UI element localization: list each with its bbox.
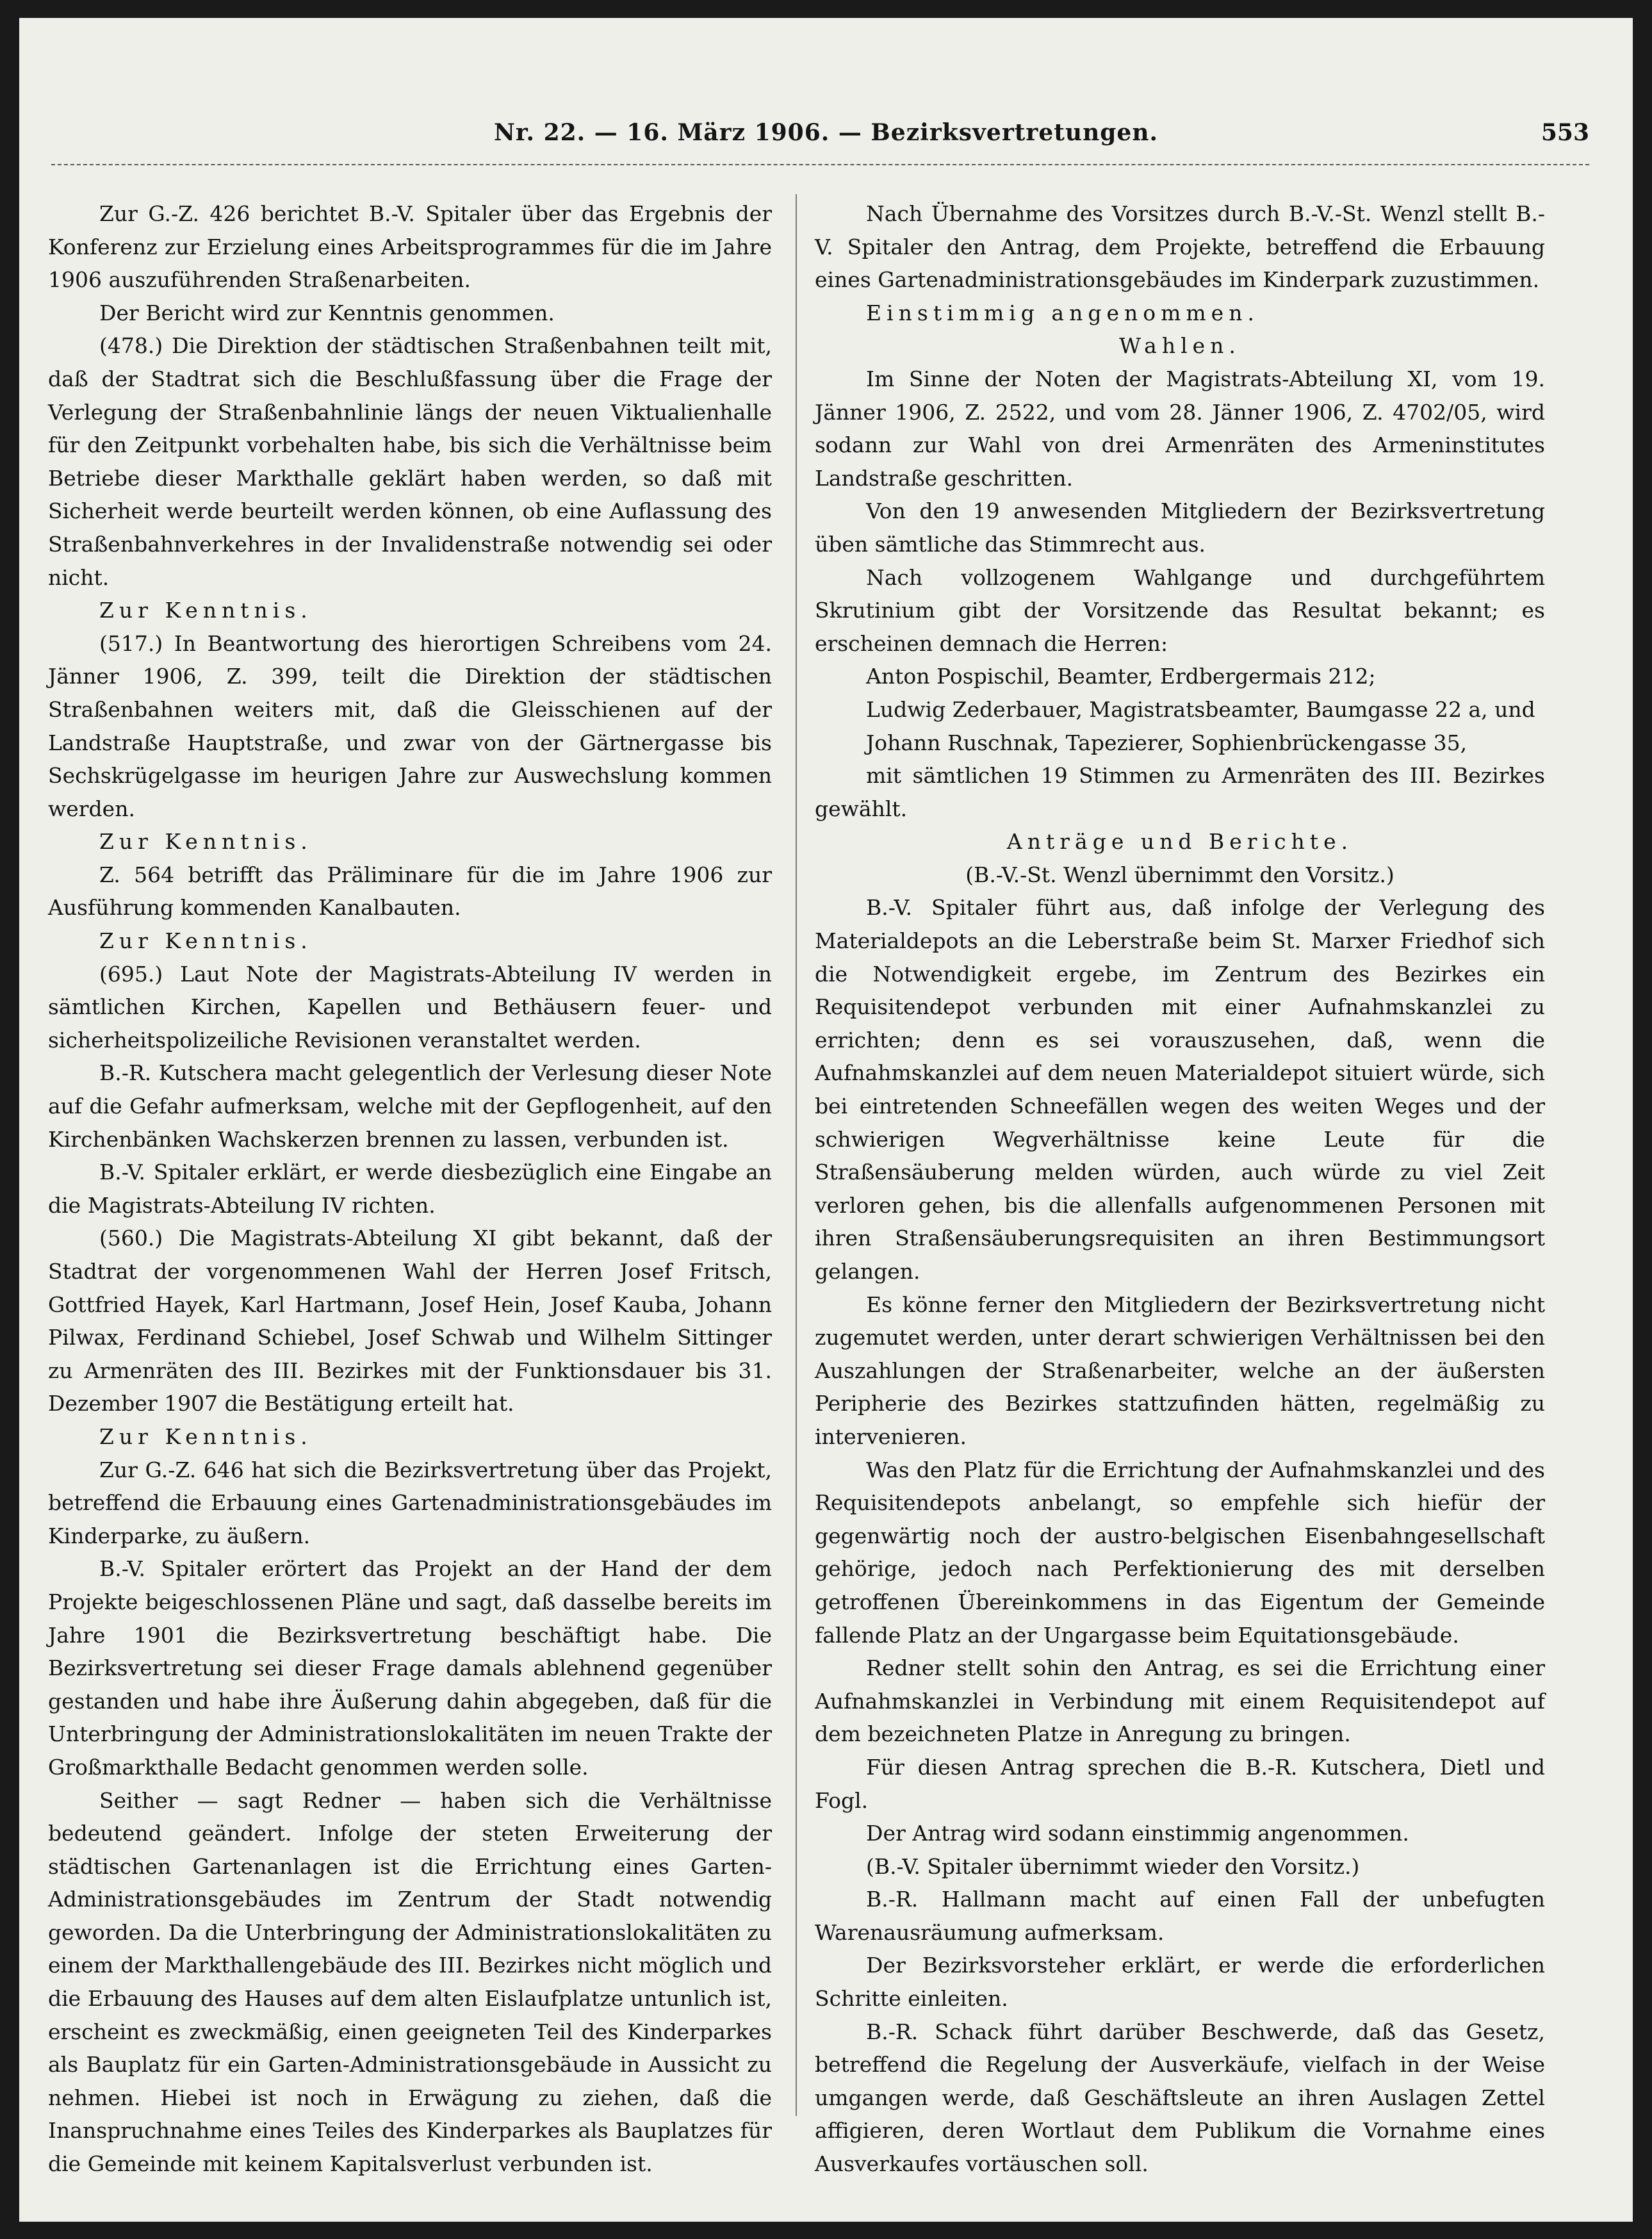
paragraph: B.-R. Kutschera macht gelegentlich der Verlesung dieser Note auf die Gefahr aufmerksam, welche mit der Gepflogenheit, auf den Kirchenbänken Wachskerzen brennen zu lassen, verbunden ist. bbox=[48, 1060, 772, 1152]
paragraph: Ludwig Zederbauer, Magistratsbeamter, Baumgasse 22 a, und bbox=[866, 696, 1535, 722]
paragraph: mit sämtlichen 19 Stimmen zu Armenräten des III. Bezirkes gewählt. bbox=[815, 763, 1545, 821]
paragraph: Der Antrag wird sodann einstimmig angenommen. bbox=[866, 1821, 1409, 1846]
paragraph: B.-V. Spitaler erklärt, er werde diesbezüglich eine Eingabe an die Magistrats-Abteilung IV richten. bbox=[48, 1160, 772, 1218]
section-heading: Wahlen. bbox=[1119, 333, 1241, 359]
paragraph: Nach Übernahme des Vorsitzes durch B.-V.-St. Wenzl stellt B.-V. Spitaler den Antrag, dem Projekte, betreffend die Erbauung eines Gartenadministrationsgebäudes im Kinderpark zuzustimmen. bbox=[815, 201, 1545, 293]
page-number: 553 bbox=[1541, 119, 1589, 146]
paragraph: Zur G.-Z. 646 hat sich die Bezirksvertretung über das Projekt, betreffend die Erbauung eines Gartenadministrationsgebäudes im Kinderparke, zu äußern. bbox=[48, 1457, 772, 1548]
paragraph: Redner stellt sohin den Antrag, es sei die Errichtung einer Aufnahmskanzlei in Verbindung mit einem Requisitendepot auf dem bezeichneten Platze in Anregung zu bringen. bbox=[815, 1655, 1545, 1747]
paragraph: B.-R. Hallmann macht auf einen Fall der unbefugten Warenausräumung aufmerksam. bbox=[815, 1887, 1545, 1945]
header-rule bbox=[51, 164, 1589, 167]
paragraph: Zur Kenntnis. bbox=[99, 928, 313, 954]
left-column bbox=[48, 197, 772, 2181]
paragraph: Zur Kenntnis. bbox=[99, 1423, 313, 1449]
newspaper-page bbox=[19, 18, 1633, 2222]
paragraph: Der Bezirksvorsteher erklärt, er werde die erforderlichen Schritte einleiten. bbox=[815, 1953, 1545, 2012]
paragraph: Seither — sagt Redner — haben sich die Verhältnisse bedeutend geändert. Infolge der steten Erweiterung der städtischen Gartenanlagen ist die Errichtung eines Garten-Administrationsgebäudes im Zentrum der Stadt notwendig geworden. Da die Unterbringung der Administrationslokalitäten zu einem der Markthallengebäude des III. Bezirkes nicht möglich und die Erbauung des Hauses auf dem alten Eislaufplatze untunlich ist, erscheint es zweckmäßig, einen geeigneten Teil des Kinderparkes als Bauplatz für ein Garten-Administrationsgebäude in Aussicht zu nehmen. Hiebei ist noch in Erwägung zu ziehen, daß die Inanspruchnahme eines Teiles des Kinderparkes als Bauplatzes für die Gemeinde mit keinem Kapitalsverlust verbunden ist. bbox=[48, 1787, 772, 2177]
section-heading: Anträge und Berichte. bbox=[1006, 829, 1353, 855]
paragraph: (B.-V.-St. Wenzl übernimmt den Vorsitz.) bbox=[965, 862, 1394, 887]
page-header bbox=[19, 108, 1633, 165]
paragraph: Zur Kenntnis. bbox=[99, 829, 313, 855]
paragraph: (B.-V. Spitaler übernimmt wieder den Vorsitz.) bbox=[866, 1853, 1360, 1879]
paragraph: Anton Pospischil, Beamter, Erdbergermais 212; bbox=[866, 664, 1376, 689]
right-column bbox=[815, 197, 1545, 2181]
paragraph: B.-R. Schack führt darüber Beschwerde, daß das Gesetz, betreffend die Regelung der Ausverkäufe, vielfach in der Weise umgangen werde, daß Geschäftsleute an ihren Auslagen Zettel affigieren, deren Wortlaut dem Publikum die Vornahme eines Ausverkaufes vortäuschen soll. bbox=[815, 2019, 1545, 2177]
header-title: Nr. 22. — 16. März 1906. — Bezirksvertretungen. bbox=[493, 119, 1159, 146]
paragraph: Z. 564 betrifft das Präliminare für die im Jahre 1906 zur Ausführung kommenden Kanalbauten. bbox=[48, 862, 772, 921]
paragraph: Johann Ruschnak, Tapezierer, Sophienbrückengasse 35, bbox=[866, 730, 1468, 755]
paragraph: Nach vollzogenem Wahlgange und durchgeführtem Skrutinium gibt der Vorsitzende das Resultat bekannt; es erscheinen demnach die Herren: bbox=[815, 564, 1545, 656]
paragraph: Von den 19 anwesenden Mitgliedern der Bezirksvertretung üben sämtliche das Stimmrecht aus. bbox=[815, 498, 1545, 557]
paragraph: Zur Kenntnis. bbox=[99, 598, 313, 623]
paragraph: (560.) Die Magistrats-Abteilung XI gibt bekannt, daß der Stadtrat der vorgenommenen Wahl der Herren Josef Fritsch, Gottfried Hayek, Karl Hartmann, Josef Hein, Josef Kauba, Johann Pilwax, Ferdinand Schiebel, Josef Schwab und Wilhelm Sittinger zu Armenräten des III. Bezirkes mit der Funktionsdauer bis 31. Dezember 1907 die Bestätigung erteilt hat. bbox=[48, 1226, 772, 1416]
paragraph: (478.) Die Direktion der städtischen Straßenbahnen teilt mit, daß der Stadtrat sich die Beschlußfassung über die Frage der Verlegung der Straßenbahnlinie längs der neuen Viktualienhalle für den Zeitpunkt vorbehalten habe, bis sich die Verhältnisse beim Betriebe dieser Markthalle geklärt haben werden, so daß mit Sicherheit werde beurteilt werden können, ob eine Auflassung des Straßenbahnverkehres in der Invalidenstraße notwendig sei oder nicht. bbox=[48, 333, 772, 590]
paragraph: B.-V. Spitaler erörtert das Projekt an der Hand der dem Projekte beigeschlossenen Pläne und sagt, daß dasselbe bereits im Jahre 1901 die Bezirksvertretung beschäftigt habe. Die Bezirksvertretung sei dieser Frage damals ablehnend gegenüber gestanden und habe ihre Äußerung dahin abgegeben, daß für die Unterbringung der Administrationslokalitäten im neuen Trakte der Großmarkthalle Bedacht genommen werden solle. bbox=[48, 1556, 772, 1780]
paragraph: Was den Platz für die Errichtung der Aufnahmskanzlei und des Requisitendepots anbelangt, so empfehle sich hiefür der gegenwärtig noch der austro-belgischen Eisenbahngesellschaft gehörige, jedoch nach Perfektionierung des mit derselben getroffenen Übereinkommens in das Eigentum der Gemeinde fallende Platz an der Ungargasse beim Equitationsgebäude. bbox=[815, 1457, 1545, 1648]
paragraph: (517.) In Beantwortung des hierortigen Schreibens vom 24. Jänner 1906, Z. 399, teilt die Direktion der städtischen Straßenbahnen weiters mit, daß die Gleisschienen auf der Landstraße Hauptstraße, und zwar von der Gärtnergasse bis Sechskrügelgasse im heurigen Jahre zur Auswechslung kommen werden. bbox=[48, 630, 772, 821]
paragraph: Einstimmig angenommen. bbox=[866, 300, 1259, 325]
paragraph: Für diesen Antrag sprechen die B.-R. Kutschera, Dietl und Fogl. bbox=[815, 1754, 1545, 1813]
paragraph: (695.) Laut Note der Magistrats-Abteilung IV werden in sämtlichen Kirchen, Kapellen und Bethäusern feuer- und sicherheitspolizeiliche Revisionen veranstaltet werden. bbox=[48, 961, 772, 1053]
paragraph: Es könne ferner den Mitgliedern der Bezirksvertretung nicht zugemutet werden, unter derart schwierigen Verhältnissen bei den Auszahlungen der Straßenarbeiter, welche an der äußersten Peripherie des Bezirkes stattzufinden hätten, regelmäßig zu intervenieren. bbox=[815, 1292, 1545, 1449]
paragraph: Im Sinne der Noten der Magistrats-Abteilung XI, vom 19. Jänner 1906, Z. 2522, und vom 28. Jänner 1906, Z. 4702/05, wird sodann zur Wahl von drei Armenräten des Armeninstitutes Landstraße geschritten. bbox=[815, 366, 1545, 491]
paragraph: B.-V. Spitaler führt aus, daß infolge der Verlegung des Materialdepots an die Leberstraße beim St. Marxer Friedhof sich die Notwendigkeit ergebe, im Zentrum des Bezirkes ein Requisitendepot verbunden mit einer Aufnahmskanzlei zu errichten; denn es sei vorauszusehen, daß, wenn die Aufnahmskanzlei auf dem neuen Materialdepot situiert würde, sich bei eintretenden Schneefällen wegen des weiten Weges und der schwierigen Wegverhältnisse keine Leute für die Straßensäuberung melden würden, auch würde zu viel Zeit verloren gehen, bis die allenfalls aufgenommenen Personen mit ihren Straßensäuberungsrequisiten an ihren Bestimmungsort gelangen. bbox=[815, 895, 1545, 1284]
paragraph: Der Bericht wird zur Kenntnis genommen. bbox=[99, 300, 555, 325]
paragraph: Zur G.-Z. 426 berichtet B.-V. Spitaler über das Ergebnis der Konferenz zur Erzielung eines Arbeitsprogrammes für die im Jahre 1906 auszuführenden Straßenarbeiten. bbox=[48, 201, 772, 293]
column-divider bbox=[796, 194, 797, 2116]
